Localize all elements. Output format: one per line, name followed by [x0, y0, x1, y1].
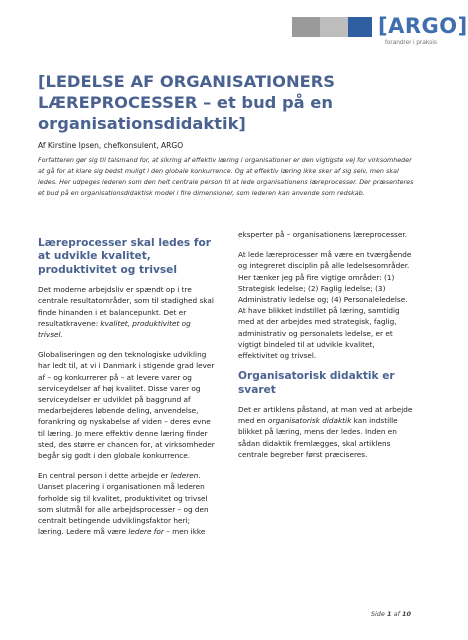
page-number: Side 1 af 10 — [370, 610, 411, 618]
paragraph: At lede læreprocesser må være en tværgående og integreret disciplin på alle ledelsesområder. Her tænker jeg på fire vigtige områder: (1) Strategisk ledelse; (2) Faglig ledelse; (3) Administrativ ledelse og; (4) Personaleledelse. At have blikket indstillet på læring, samtidig med at der arbejdes med strategisk, faglig, administrativ og personalets ledelse, er et vigtigt bindeled til at udvikle kvalitet, effektivitet og trivsel. — [238, 250, 412, 361]
logo-name: [ARGO] — [378, 14, 468, 38]
right-column — [238, 229, 416, 469]
left-column — [38, 237, 216, 546]
paragraph: Det er artiklens påstand, at man ved at arbejde med en organisatorisk didaktik kan indstille blikket på læring, mens der ledes. Inden en sådan didaktik fremlægges, skal artiklens centrale begreber først præciseres. — [238, 405, 413, 459]
paragraph: En central person i dette arbejde er lederen. Uanset placering i organisationen må lederen forholde sig til kvalitet, produktivitet og trivsel som slutmål for alle arbejdsprocesser – og den centralt betingende udviklingsfaktor heri; læring. Ledere må være ledere for – men ikke — [38, 471, 209, 537]
intro-abstract: Forfatteren gør sig til talsmand for, at sikring af effektiv læring i organisationer er den vigtigste vej for virksomheder at gå for at klare sig bedst muligt i den globale konkurrence. Og at effektiv læring ikke sker af sig selv, men skal ledes. Her udpeges lederen som den helt centrale person til at lede organisationens læreprocesser. Der præsenteres et bud på en organisationsdidaktisk model i fire dimensioner, som lederen kan anvende som redskab. — [38, 156, 414, 197]
logo-tagline: forandrer i praksis — [385, 39, 438, 46]
paragraph: Globaliseringen og den teknologiske udvikling har ledt til, at vi i Danmark i stigende grad lever af – og konkurrerer på – at levere varer og serviceydelser af høj kvalitet. Disse varer og serviceydelser er udviklet på baggrund af medarbejderes løbende deling, anvendelse, forankring og nyskabelse af viden – deres evne til læring. Jo mere effektiv denne læring finder sted, des større er chancen for, at virksomheder begår sig godt i den globale konkurrence. — [38, 350, 215, 461]
logo-graphic — [292, 17, 372, 37]
section-heading-2: Organisatorisk didaktik er svaret — [238, 370, 395, 396]
section-heading-1: Læreprocesser skal ledes for at udvikle kvalitet, produktivitet og trivsel — [38, 237, 212, 276]
paragraph: eksperter på – organisationens læreprocesser. — [238, 230, 407, 239]
paragraph: Det moderne arbejdsliv er spændt op i tre centrale resultatområder, som til stadighed skal finde hinanden i et balancepunkt. Det er resultatkravene: kvalitet, produktivitet og trivsel. — [38, 285, 214, 340]
argo-logo — [292, 14, 468, 50]
document-title: [LEDELSE AF ORGANISATIONERS LÆREPROCESSER – et bud på en organisationsdidaktik] — [38, 72, 335, 133]
byline: Af Kirstine Ipsen, chefkonsulent, ARGO — [38, 141, 184, 150]
